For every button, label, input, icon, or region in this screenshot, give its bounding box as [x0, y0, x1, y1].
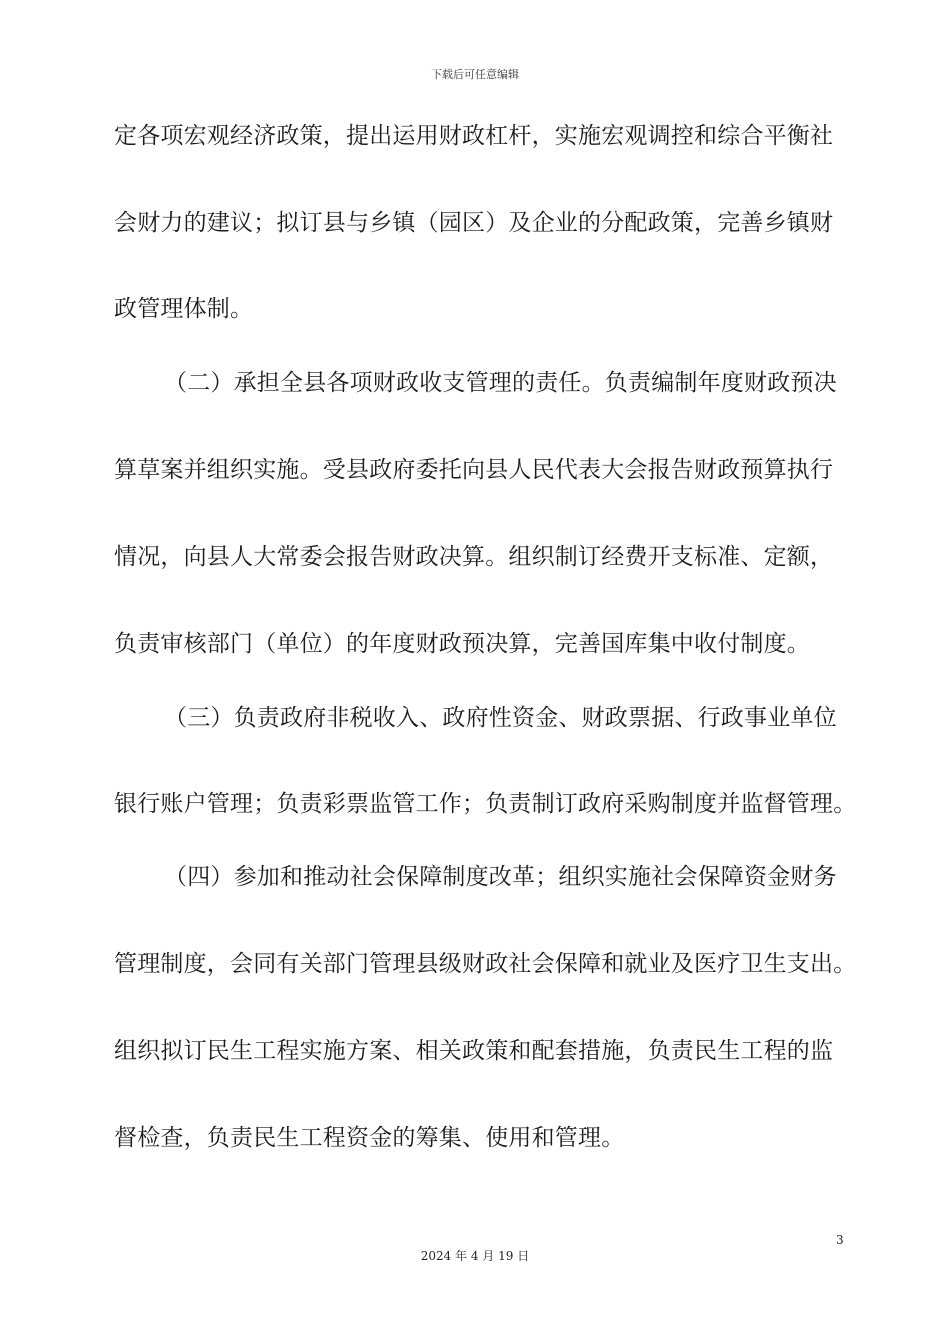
body-line-13: 督检查，负责民生工程资金的筹集、使用和管理。 — [114, 1125, 625, 1151]
body-line-7: 负责审核部门（单位）的年度财政预决算，完善国库集中收付制度。 — [114, 631, 810, 657]
page-number: 3 — [836, 1233, 844, 1247]
body-line-3: 政管理体制。 — [114, 296, 254, 322]
body-line-8: （三）负责政府非税收入、政府性资金、财政票据、行政事业单位 — [164, 705, 837, 731]
body-line-10: （四）参加和推动社会保障制度改革；组织实施社会保障资金财务 — [164, 864, 837, 890]
body-line-4: （二）承担全县各项财政收支管理的责任。负责编制年度财政预决 — [164, 370, 837, 396]
body-line-12: 组织拟订民生工程实施方案、相关政策和配套措施，负责民生工程的监 — [114, 1038, 834, 1064]
body-line-5: 算草案并组织实施。受县政府委托向县人民代表大会报告财政预算执行 — [114, 457, 834, 483]
body-line-2: 会财力的建议；拟订县与乡镇（园区）及企业的分配政策，完善乡镇财 — [114, 210, 834, 236]
body-line-9: 银行账户管理；负责彩票监管工作；负责制订政府采购制度并监督管理。 — [114, 791, 857, 817]
body-line-6: 情况，向县人大常委会报告财政决算。组织制订经费开支标准、定额， — [114, 544, 834, 570]
header-note: 下载后可任意编辑 — [431, 68, 519, 81]
footer-date: 2024 年 4 月 19 日 — [420, 1249, 530, 1263]
body-line-1: 定各项宏观经济政策，提出运用财政杠杆，实施宏观调控和综合平衡社 — [114, 123, 834, 149]
body-line-11: 管理制度，会同有关部门管理县级财政社会保障和就业及医疗卫生支出。 — [114, 951, 857, 977]
